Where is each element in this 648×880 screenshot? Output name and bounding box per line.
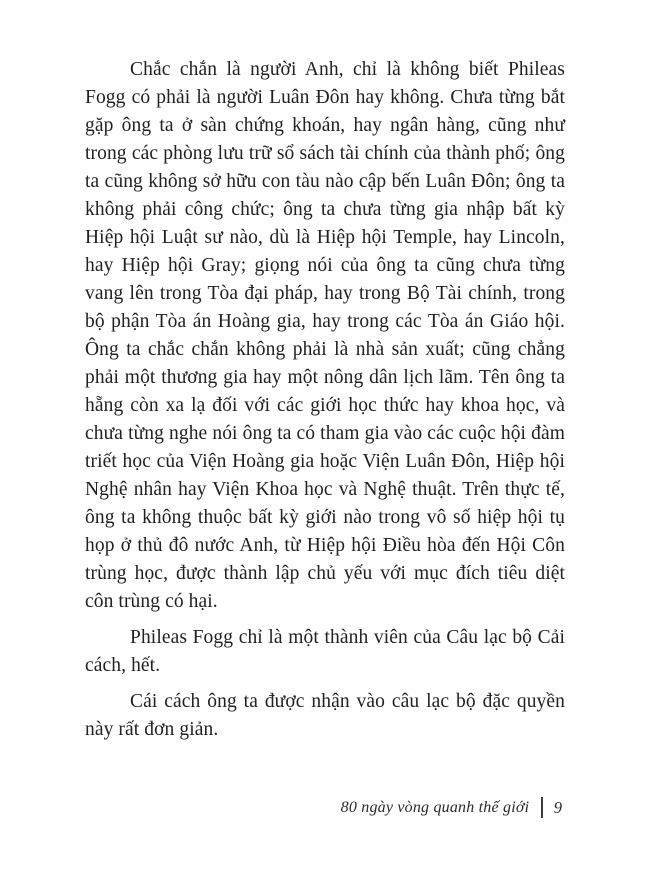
paragraph-2: Phileas Fogg chỉ là một thành viên của Câu lạc bộ Cải cách, hết. (85, 627, 565, 676)
page-text-block (85, 56, 565, 744)
paragraph-1: Chắc chắn là người Anh, chỉ là không biết Phileas Fogg có phải là người Luân Đôn hay không. Chưa từng bắt gặp ông ta ở sàn chứng khoán, hay ngân hàng, cũng như trong các phòng lưu trữ sổ sách tài chính của thành phố; ông ta cũng không sở hữu con tàu nào cập bến Luân Đôn; ông ta không phải công chức; ông ta chưa từng gia nhập bất kỳ Hiệp hội Luật sư nào, dù là Hiệp hội Temple, hay Lincoln, hay Hiệp hội Gray; giọng nói của ông ta cũng chưa từng vang lên trong Tòa đại pháp, hay trong Bộ Tài chính, trong bộ phận Tòa án Hoàng gia, hay trong các Tòa án Giáo hội. Ông ta chắc chắn không phải là nhà sản xuất; cũng chẳng phải một thương gia hay một nông dân lịch lãm. Tên ông ta hẵng còn xa lạ đối với các giới học thức hay khoa học, và chưa từng nghe nói ông ta có tham gia vào các cuộc hội đàm triết học của Viện Hoàng gia hoặc Viện Luân Đôn, Hiệp hội Nghệ nhân hay Viện Khoa học và Nghệ thuật. Trên thực tế, ông ta không thuộc bất kỳ giới nào trong vô số hiệp hội tụ họp ở thủ đô nước Anh, từ Hiệp hội Điều hòa đến Hội Côn trùng học, được thành lập chủ yếu với mục đích tiêu diệt côn trùng có hại. (85, 59, 565, 612)
footer-book-title: 80 ngày vòng quanh thế giới (340, 798, 530, 816)
paragraph-3: Cái cách ông ta được nhận vào câu lạc bộ đặc quyền này rất đơn giản. (85, 691, 565, 740)
page-number: 9 (553, 797, 562, 817)
footer-divider (541, 797, 543, 818)
page-footer (341, 797, 562, 818)
